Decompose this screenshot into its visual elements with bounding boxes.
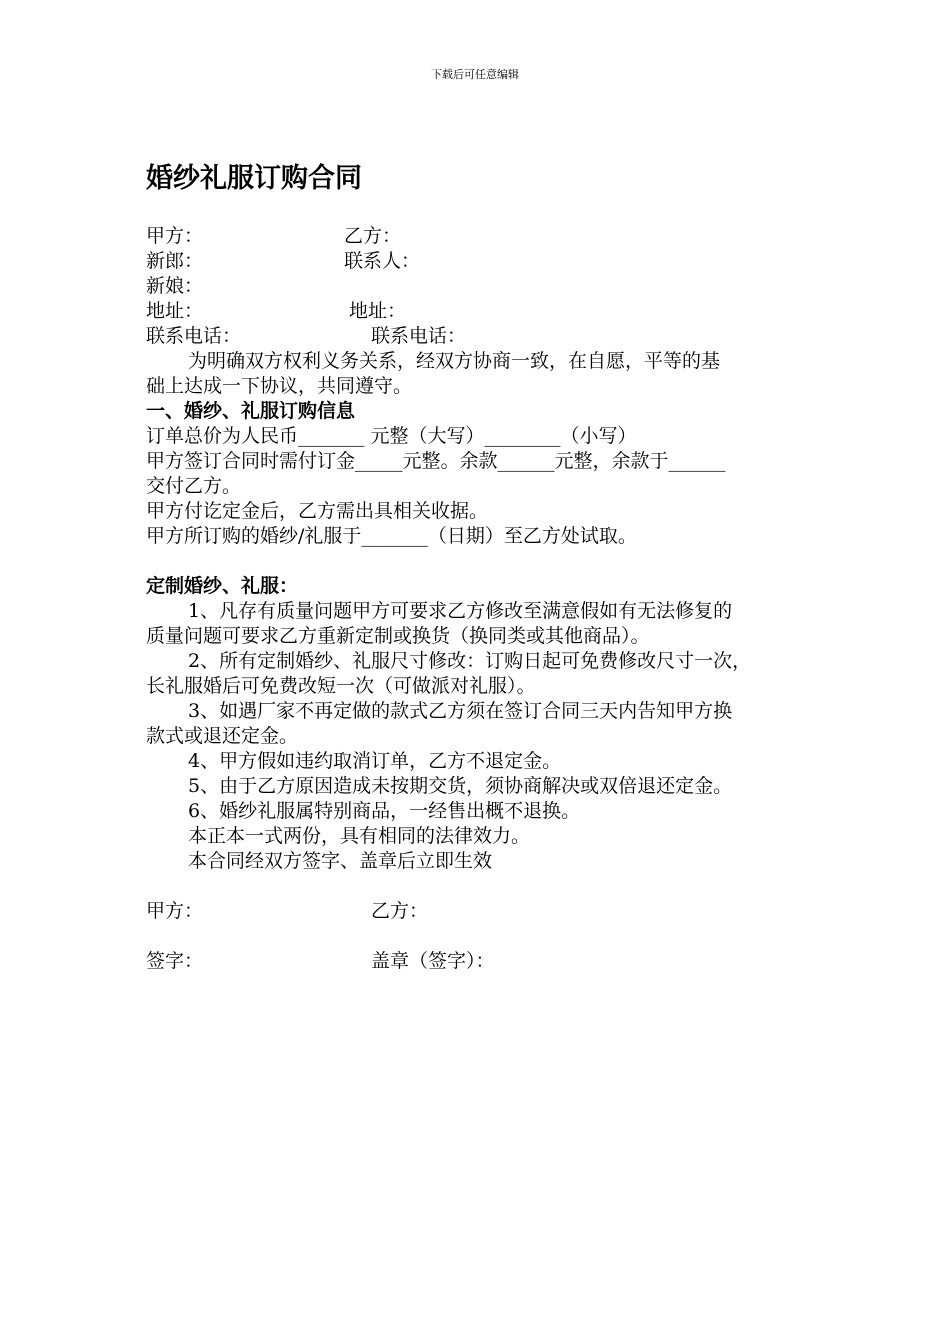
party-b-label: 乙方： <box>344 225 402 247</box>
clause-2-a: 2、所有定制婚纱、礼服尺寸修改：订购日起可免费修改尺寸一次， <box>188 650 752 672</box>
bride-row <box>146 274 203 299</box>
signature-sign-row <box>146 949 495 974</box>
intro-line-2: 础上达成一下协议，共同遵守。 <box>146 375 413 397</box>
phone-row <box>146 324 467 349</box>
seal-label: 盖章（签字）： <box>371 950 495 972</box>
deposit-line: 甲方签订合同时需付订金_____元整。余款______元整，余款于______ <box>146 450 726 472</box>
party-a-label: 甲方： <box>146 225 204 247</box>
phone-a-label: 联系电话： <box>146 325 242 347</box>
clause-1-a: 1、凡存有质量问题甲方可要求乙方修改至满意假如有无法修复的 <box>188 600 733 622</box>
fitting-date-line: 甲方所订购的婚纱/礼服于_______（日期）至乙方处试取。 <box>146 525 637 547</box>
clause-1-b: 质量问题可要求乙方重新定制或换货（换同类或其他商品）。 <box>146 625 650 647</box>
groom-label: 新郎： <box>146 250 204 272</box>
intro-line-1: 为明确双方权利义务关系，经双方协商一致，在自愿，平等的基 <box>188 350 721 372</box>
address-a-label: 地址： <box>146 300 204 322</box>
bride-label: 新娘： <box>146 275 204 297</box>
section1-heading: 一、婚纱、礼服订购信息 <box>146 400 356 422</box>
clause-3-b: 款式或退还定金。 <box>146 725 299 747</box>
party-row <box>146 224 402 249</box>
sign-label: 签字： <box>146 950 204 972</box>
contact-label: 联系人： <box>344 250 421 272</box>
effective-line: 本合同经双方签字、盖章后立即生效 <box>188 850 493 872</box>
clause-5: 5、由于乙方原因造成未按期交货，须协商解决或双倍退还定金。 <box>188 775 733 797</box>
receipt-line: 甲方付讫定金后，乙方需出具相关收据。 <box>146 500 489 522</box>
clause-2-b: 长礼服婚后可免费改短一次（可做派对礼服）。 <box>146 675 536 697</box>
clause-3-a: 3、如遇厂家不再定做的款式乙方须在签订合同三天内告知甲方换 <box>188 700 733 722</box>
document-title: 婚纱礼服订购合同 <box>146 163 362 194</box>
address-row <box>146 299 407 324</box>
sig-party-b-label: 乙方： <box>371 900 429 922</box>
header-note: 下载后可任意编辑 <box>431 68 519 81</box>
clause-6: 6、婚纱礼服属特别商品，一经售出概不退换。 <box>188 800 581 822</box>
address-b-label: 地址： <box>349 300 407 322</box>
deposit-line-cont: 交付乙方。 <box>146 475 242 497</box>
clause-4: 4、甲方假如违约取消订单，乙方不退定金。 <box>188 750 562 772</box>
order-total-line: 订单总价为人民币_______ 元整（大写）________（小写） <box>146 425 637 447</box>
signature-party-row <box>146 899 429 924</box>
copies-line: 本正本一式两份，具有相同的法律效力。 <box>188 825 531 847</box>
section2-heading: 定制婚纱、礼服： <box>146 575 299 597</box>
sig-party-a-label: 甲方： <box>146 900 204 922</box>
phone-b-label: 联系电话： <box>371 325 467 347</box>
groom-row <box>146 249 421 274</box>
